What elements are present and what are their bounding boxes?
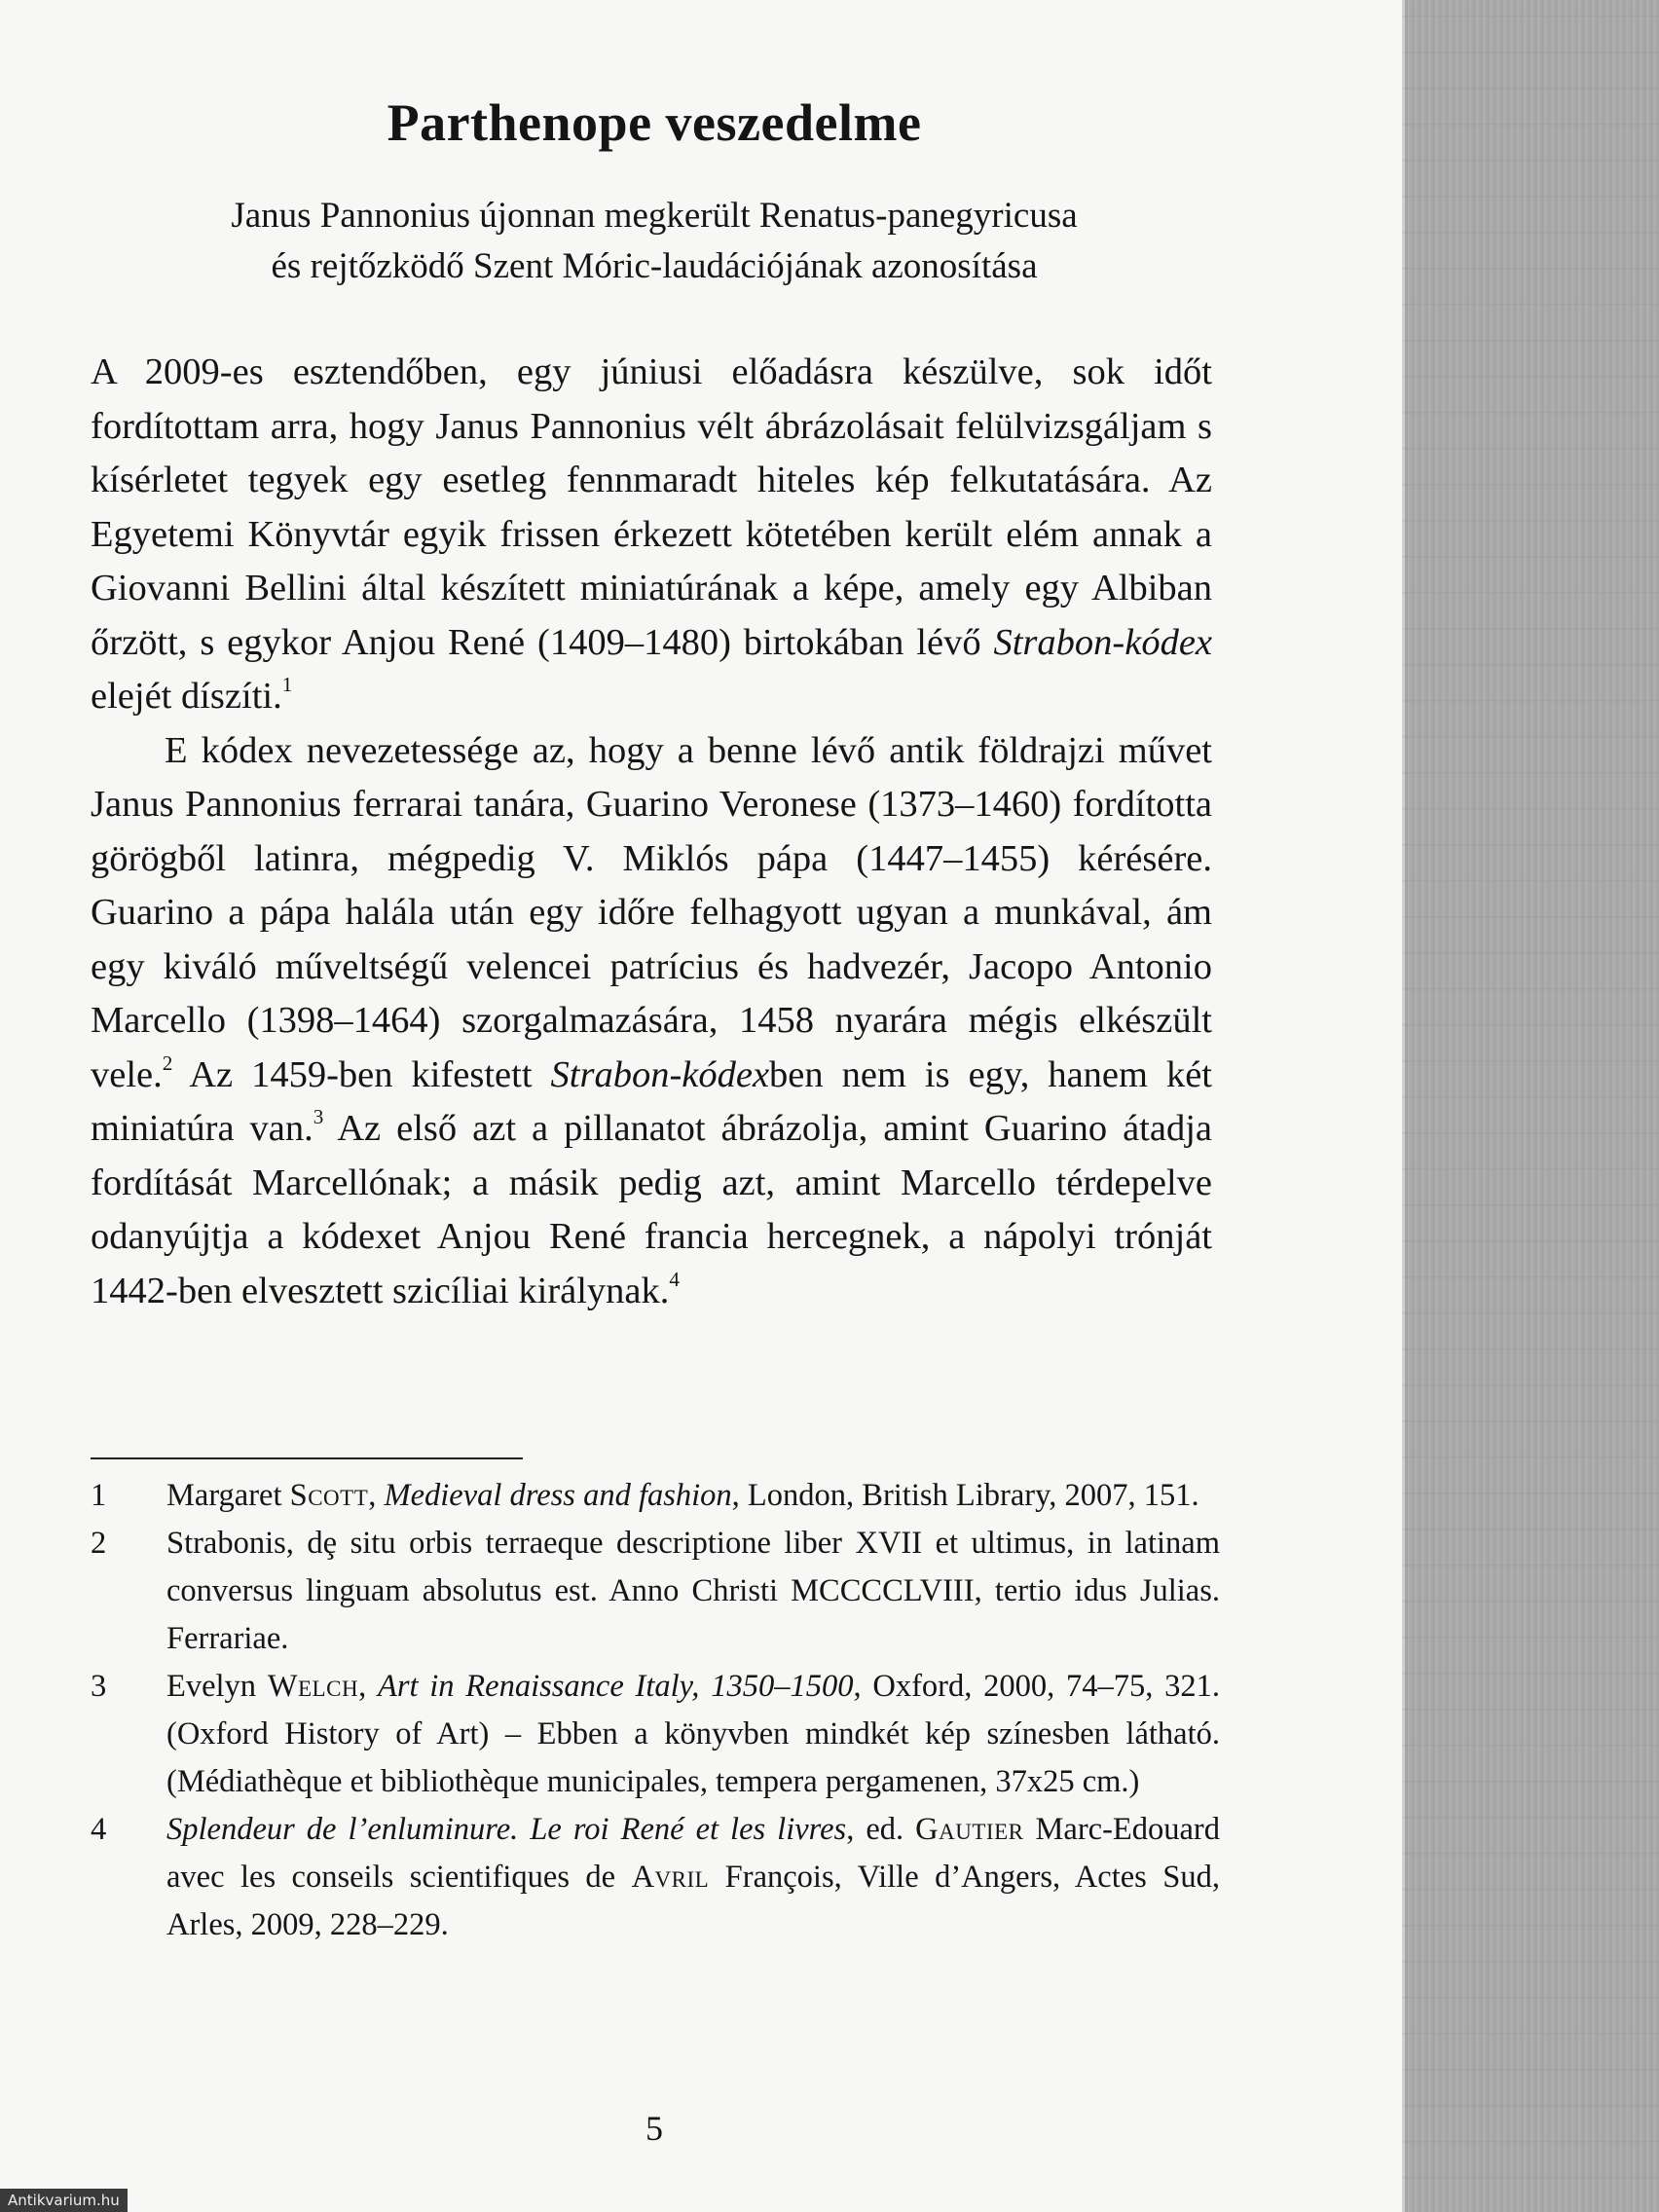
footnote [91, 1806, 1220, 1949]
subtitle [88, 191, 1221, 292]
footnote-text: Splendeur de l’enluminure. Le roi René et les livres, ed. Gautier Marc-Edouard avec les conseils scientifiques de Avril François, Ville d’Angers, Actes Sud, Arles, 2009, 228–229. [166, 1812, 1220, 1942]
footnote-ref-3: 3 [313, 1105, 324, 1129]
paragraph-2: E kódex nevezetessége az, hogy a benne lévő antik földrajzi művet Janus Pannonius ferrarai tanára, Guarino Veronese (1373–1460) fordította görögből latinra, mégpedig V. Miklós pápa (1447–1455) kérésére. Guarino a pápa halála után egy időre felhagyott ugyan a munkával, ám egy kiváló műveltségű velencei patrícius és hadvezér, Jacopo Antonio Marcello (1398–1464) szorgalmazására, 1458 nyarára mégis elkészült vele.$^2$ Az 1459-ben kifestett Strabon-kódexben nem is egy, hanem két miniatúra van.$^3$ Az első azt a pillanatot ábrázolja, amint Guarino átadja fordítását Marcellónak; a másik pedig azt, amint Marcello térdepelve odanyújtja a kódexet Anjou René francia hercegnek, a nápolyi trónját 1442-ben elvesztett szicíliai királynak.$^4$ [91, 729, 1213, 1311]
footnote [91, 1520, 1220, 1663]
footnote-number: 4 [91, 1812, 107, 1847]
footnotes [91, 1472, 1220, 1949]
subtitle-line-1: Janus Pannonius újonnan megkerült Renatus-panegyricusa [231, 196, 1078, 236]
subtitle-line-2: és rejtőzködő Szent Móric-laudációjának azonosítása [271, 246, 1038, 286]
page-title: Parthenope veszedelme [387, 93, 922, 152]
footnote-ref-2: 2 [162, 1051, 173, 1075]
footnote-text: Evelyn Welch, Art in Renaissance Italy, 1350–1500, Oxford, 2000, 74–75, 321. (Oxford History of Art) – Ebben a könyvben mindkét kép színesben látható. (Médiathèque et bibliothèque municipales, tempera pergamenen, 37x25 cm.) [166, 1669, 1221, 1799]
watermark: Antikvarium.hu [0, 2189, 128, 2212]
footnote-divider [91, 1457, 523, 1459]
footnote-ref-1: 1 [281, 673, 293, 697]
footnote-text: Margaret Scott, Medieval dress and fashion, London, British Library, 2007, 151. [166, 1478, 1199, 1513]
footnote-number: 1 [91, 1478, 107, 1513]
footnote [91, 1663, 1220, 1806]
page-stack-texture [1402, 0, 1659, 2212]
footnote [91, 1472, 1220, 1520]
footnote-number: 3 [91, 1669, 107, 1704]
body-text [91, 346, 1212, 1318]
paragraph-1: A 2009-es esztendőben, egy júniusi előadásra készülve, sok időt fordítottam arra, hogy Janus Pannonius vélt ábrázolásait felülvizsgáljam s kísérletet tegyek egy esetleg fennmaradt hiteles kép felkutatására. Az Egyetemi Könyvtár egyik frissen érkezett kötetében került elém annak a Giovanni Bellini által készített miniatúrának a képe, amely egy Albiban őrzött, s egykor Anjou René (1409–1480) birtokában lévő Strabon-kódex elejét díszíti.$^1$ [91, 351, 1212, 717]
footnote-ref-4: 4 [669, 1267, 680, 1291]
page-number: 5 [645, 2109, 663, 2148]
footnote-number: 2 [91, 1526, 107, 1561]
footnote-text: Strabonis, dȩ situ orbis terraeque descriptione liber XVII et ultimus, in latinam conversus linguam absolutus est. Anno Christi MCCCCLVIII, tertio idus Julias. Ferrariae. [166, 1526, 1220, 1656]
